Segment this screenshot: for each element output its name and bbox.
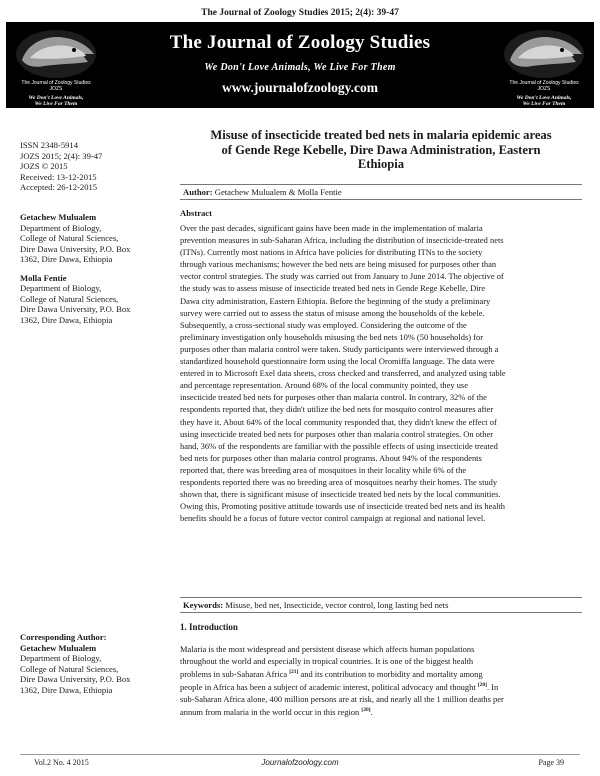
citation-ref[interactable]: [20] [361,707,371,714]
author-name: Molla Fentie [20,272,67,283]
abstract-line: respondents reported that, they didn't utilize the bed nets for mosquito control measures after [180,404,494,415]
abstract-line: bed nets for purposes other than malaria control programs. About 94% of the respondents [180,452,482,463]
received-date: Received: 13-12-2015 [20,171,97,182]
affiliation-line: College of Natural Sciences, [20,233,119,243]
affiliation-line: Dire Dawa University, P.O. Box [20,674,131,684]
abstract-line: Subsequently, a cross-sectional study was employed. Considering the outcome of the [180,319,467,330]
abstract-line: shown that, there is significant misuse of insecticide treated bed nets by the local communities. [180,489,501,500]
intro-line: annum from malaria in the world occur in this region [20]. [180,706,373,717]
affiliation-line: 1362, Dire Dawa, Ethiopia [20,254,113,264]
journal-title: The Journal of Zoology Studies [169,32,431,53]
abstract-line: benefits should be a focus of future vector control campaign at regional and national level. [180,513,486,524]
abstract-line: standardized household questionnaire form using the local Oromiffa language. The data were [180,356,495,367]
affiliation-line: Department of Biology, [20,283,102,293]
corresponding-heading: Corresponding Author: [20,632,107,642]
citation: JOZS 2015; 2(4): 39-47 [20,150,103,161]
affiliation-line: College of Natural Sciences, [20,293,119,304]
paper-title: Misuse of insecticide treated bed nets in malaria epidemic areas of Gende Rege Kebelle, Dire Dawa Administration, Eastern Ethiopia [210,128,552,171]
logo-tagline: We Don't Love Animals, We Live For Them [516,95,572,107]
affiliation-line: 1362, Dire Dawa, Ethiopia [20,684,113,695]
intro-line: people in Africa has been a subject of academic interest, political advocacy and thought [20]. In [180,682,499,693]
intro-line: Malaria is the most widespread and persistent disease which affects human populations [180,644,475,654]
intro-line: problems in sub-Saharan Africa [21] and its contribution to morbidity and mortality among [180,668,483,679]
author-names: Getachew Mulualem & Molla Fentie [214,187,342,197]
abstract-line: survey were carried out to assess the status of misuse among the households of the kebele. [180,307,485,318]
affiliation-line: Department of Biology, [20,653,102,663]
abstract-line: using insecticide treated bed nets for purposes other than malaria control strategies. On other [180,428,494,439]
journal-masthead [6,22,594,108]
keywords-line [180,597,582,613]
abstract-heading: Abstract [180,208,212,218]
keywords-label: Keywords: [183,600,224,610]
intro-line: throughout the world and especially in tropical countries. It is one of the biggest health [180,655,474,666]
abstract-line: and percentage representation. Around 68% of the local community pointed, they use [180,380,468,391]
abstract-line: purposes other than malaria control were taken. Study participants were interviewed through a [180,343,499,354]
journal-logo-right [496,24,592,106]
copyright: JOZS © 2015 [20,161,68,171]
abstract-line: reported that, there was breeding area of mosquitoes in their locality while 6% of the [180,464,467,475]
author-label: Author: [183,187,213,197]
rhino-emblem-icon [8,24,104,80]
corresponding-author [20,632,170,695]
rhino-emblem-icon [496,24,592,80]
corresponding-name: Getachew Mulualem [20,642,97,653]
abstract-line: prevention measures in sub-Saharan Africa, including the distribution of insecticide-treated nets [180,235,504,246]
abstract-line: the study was to assess misuse of insecticide treated bed nets in Gende Rege Kebelle, Dire [180,283,486,294]
article-metadata [20,140,170,193]
abstract-line: Owing this, Promoting positive attitude towards use of insecticide treated bed nets and its health [180,501,506,512]
abstract-line: Over the past decades, significant gains have been made in the implementation of malaria [180,223,483,233]
footer-website[interactable]: Journalofzoology.com [261,758,339,767]
abstract-line: they have it. About 64% of the local community responded that, they didn't knew the effect of [180,416,497,427]
abstract-line: (ITNs). Currently most nations in Africa have policies for distributing ITNs to the society [180,247,483,258]
logo-title: The Journal of Zoology Studies JOZS [21,80,91,92]
journal-logo-left [8,24,104,106]
author-name: Getachew Mulualem [20,212,97,222]
author-affiliations [20,212,170,325]
abstract-line: insecticide treated bed nets for purposes other than malaria control. In contrary, 32% of the [180,392,487,403]
introduction-body [180,644,582,718]
abstract-line: preliminary investigation only households misusing the bed nets 10% (50 households) for [180,331,484,342]
logo-title: The Journal of Zoology Studies JOZS [509,80,579,92]
footer-divider [20,754,580,755]
affiliation-line: 1362, Dire Dawa, Ethiopia [20,314,113,325]
accepted-date: Accepted: 26-12-2015 [20,182,98,192]
abstract-line: vector control strategies. The study was carried out from January to June 2014. The objective of [180,271,504,282]
abstract-line: Dawa city administration, Eastern Ethiopia. Before the beginning of the study a preliminary [180,295,491,306]
footer-page-number: Page 39 [538,758,564,767]
abstract-line: entered in to Microsoft Exel data sheets, cross checked and transferred, and analyzed using table [180,368,506,379]
journal-url[interactable]: www.journalofzoology.com [222,80,378,95]
abstract-body [180,222,582,524]
citation-ref[interactable]: [21] [289,669,299,675]
affiliation-line: Dire Dawa University, P.O. Box [20,243,131,254]
citation-ref[interactable]: [20] [477,682,487,689]
running-head: The Journal of Zoology Studies 2015; 2(4): 39-47 [201,8,399,18]
abstract-line: respondents reported there was no breeding area of mosquitoes nearby their homes. The study [180,476,498,487]
abstract-line: hand, 36% of the respondents are familiar with the possible effects of using insecticide treated [180,440,498,451]
logo-tagline: We Don't Love Animals, We Live For Them [28,95,84,107]
issn: ISSN 2348-5914 [20,140,79,150]
journal-tagline: We Don't Love Animals, We Live For Them [204,62,396,73]
affiliation-line: Department of Biology, [20,222,102,233]
affiliation-line: Dire Dawa University, P.O. Box [20,304,131,314]
introduction-heading: 1. Introduction [180,622,238,632]
keywords-text: Misuse, bed net, Insecticide, vector control, long lasting bed nets [225,600,449,610]
abstract-line: through various mechanisms; however the bed nets are being misused for purposes other than [180,259,497,270]
intro-line: sub-Saharan Africa alone, 400 million persons are at risk, and nearly all the 1 million deaths per [180,693,504,704]
author-line [180,184,582,200]
affiliation-line: College of Natural Sciences, [20,663,119,674]
footer-volume: Vol.2 No. 4 2015 [34,758,89,767]
